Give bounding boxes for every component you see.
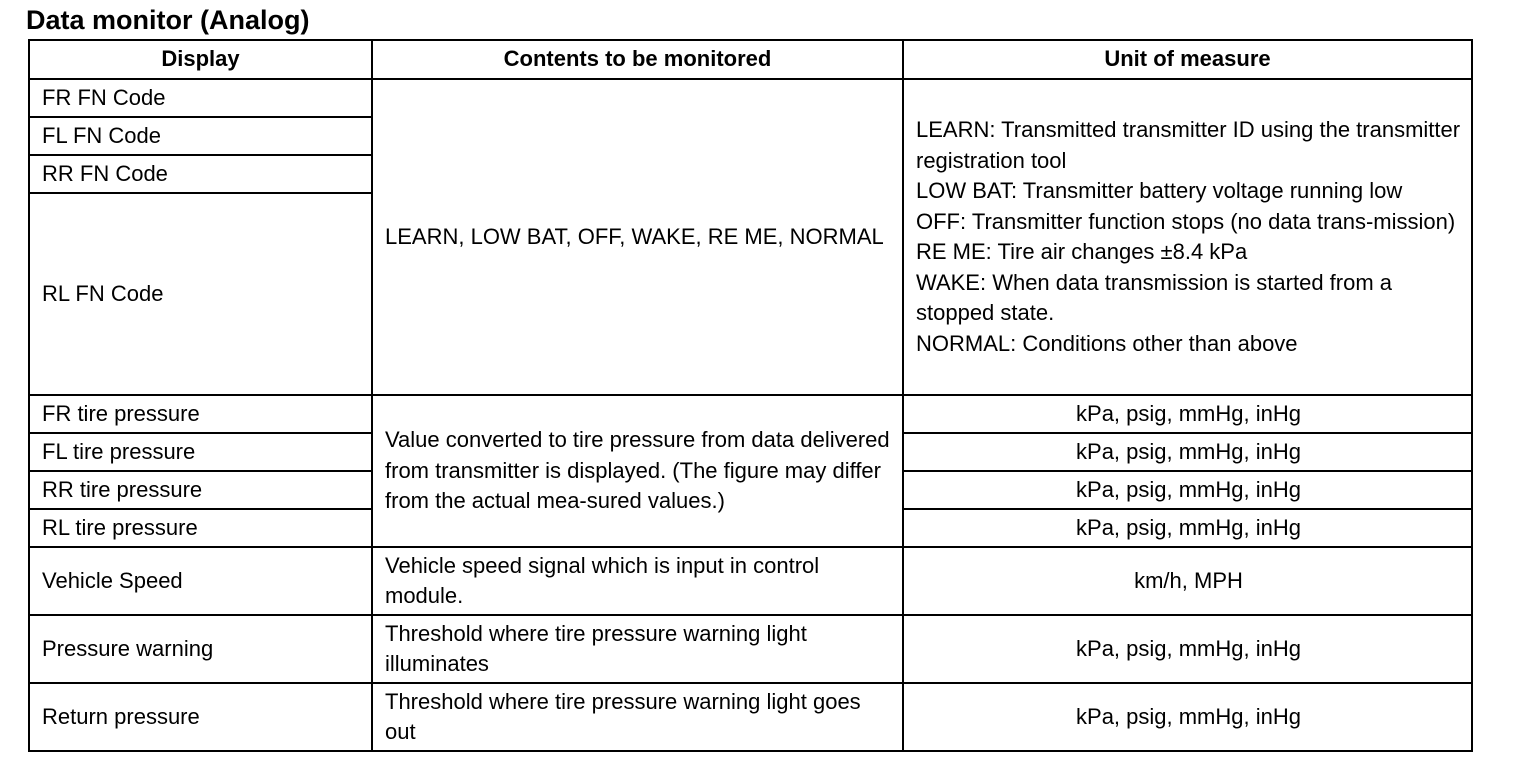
- display-cell: FL FN Code: [29, 117, 372, 155]
- display-cell: RR FN Code: [29, 155, 372, 193]
- contents-cell: Threshold where tire pressure warning light illuminates: [372, 615, 903, 683]
- contents-cell: Vehicle speed signal which is input in control module.: [372, 547, 903, 615]
- table-row: [29, 395, 1472, 433]
- unit-description-line: WAKE: When data transmission is started from a stopped state.: [916, 269, 1393, 325]
- header-row: [29, 40, 1472, 79]
- display-cell: RL tire pressure: [29, 509, 372, 547]
- unit-cell: kPa, psig, mmHg, inHg: [903, 395, 1472, 433]
- unit-description-line: LOW BAT: Transmitter battery voltage running low: [916, 178, 1403, 203]
- column-header-unit: Unit of measure: [903, 40, 1472, 79]
- data-monitor-table: [28, 39, 1473, 752]
- contents-cell: LEARN, LOW BAT, OFF, WAKE, RE ME, NORMAL: [372, 79, 903, 395]
- display-cell: FR tire pressure: [29, 395, 372, 433]
- table-row: [29, 683, 1472, 751]
- display-cell: FR FN Code: [29, 79, 372, 117]
- contents-cell: Value converted to tire pressure from data delivered from transmitter is displayed. (The figure may differ from the actual mea-sured values.): [372, 395, 903, 547]
- contents-cell: Threshold where tire pressure warning light goes out: [372, 683, 903, 751]
- display-cell: RL FN Code: [29, 193, 372, 395]
- display-cell: Vehicle Speed: [29, 547, 372, 615]
- display-cell: Pressure warning: [29, 615, 372, 683]
- unit-description-line: NORMAL: Conditions other than above: [916, 330, 1298, 356]
- page-title: Data monitor (Analog): [26, 5, 310, 35]
- unit-cell: kPa, psig, mmHg, inHg: [903, 471, 1472, 509]
- table-row: [29, 79, 1472, 117]
- column-header-contents: Contents to be monitored: [372, 40, 903, 79]
- unit-cell: kPa, psig, mmHg, inHg: [903, 433, 1472, 471]
- display-cell: Return pressure: [29, 683, 372, 751]
- unit-description-line: LEARN: Transmitted transmitter ID using the transmitter registration tool: [916, 117, 1461, 173]
- display-cell: FL tire pressure: [29, 433, 372, 471]
- unit-description-line: RE ME: Tire air changes ±8.4 kPa: [916, 239, 1248, 264]
- unit-cell: kPa, psig, mmHg, inHg: [903, 683, 1472, 751]
- unit-cell: kPa, psig, mmHg, inHg: [903, 615, 1472, 683]
- unit-description-line: OFF: Transmitter function stops (no data trans-mission): [916, 208, 1456, 234]
- unit-cell: km/h, MPH: [903, 547, 1472, 615]
- table-row: [29, 615, 1472, 683]
- unit-cell: kPa, psig, mmHg, inHg: [903, 509, 1472, 547]
- column-header-display: Display: [29, 40, 372, 79]
- table-row: [29, 547, 1472, 615]
- unit-description-cell: [903, 79, 1472, 395]
- display-cell: RR tire pressure: [29, 471, 372, 509]
